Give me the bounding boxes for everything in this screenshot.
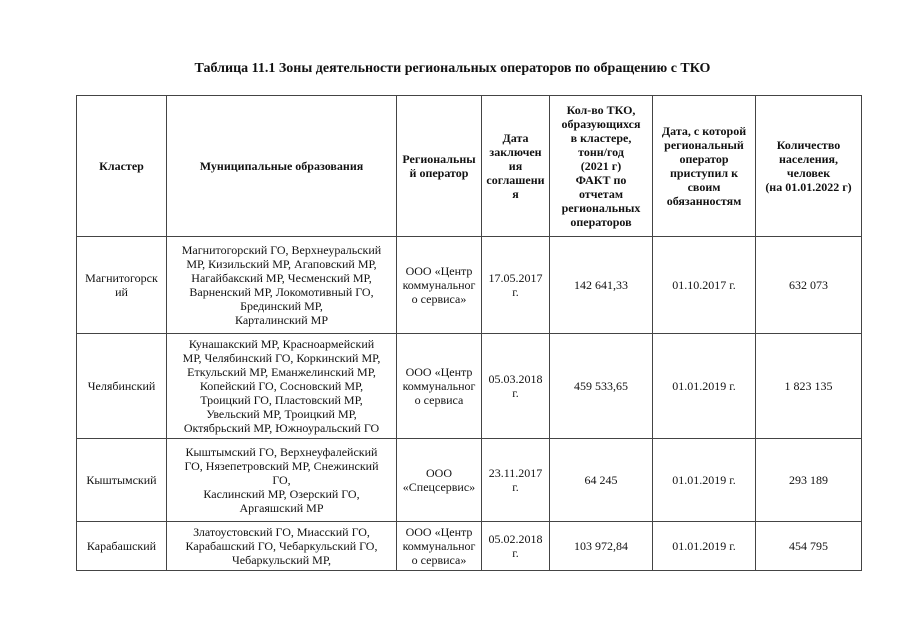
cell-municipalities: Магнитогорский ГО, Верхнеуральский МР, Кизильский МР, Агаповский МР, Нагайбакский МР, Чесменский МР, Варненский МР, Локомотивный ГО, Брединский МР, Карталинский МР — [167, 237, 397, 334]
header-cluster: Кластер — [77, 96, 167, 237]
cell-population: 293 189 — [756, 439, 862, 522]
cell-cluster: Магнитогорск ий — [77, 237, 167, 334]
cell-start-date: 01.01.2019 г. — [653, 334, 756, 439]
cell-waste-volume: 64 245 — [550, 439, 653, 522]
cell-agreement-date: 23.11.2017 г. — [482, 439, 550, 522]
header-waste-volume: Кол-во ТКО, образующихся в кластере, тонн/год (2021 г) ФАКТ по отчетам региональных операторов — [550, 96, 653, 237]
cell-population: 454 795 — [756, 522, 862, 571]
header-start-date: Дата, с которой региональный оператор приступил к своим обязанностям — [653, 96, 756, 237]
cell-municipalities: Златоустовский ГО, Миасский ГО, Карабашский ГО, Чебаркульский ГО, Чебаркульский МР, — [167, 522, 397, 571]
table-row — [77, 237, 862, 334]
cell-operator: ООО «Спецсервис» — [397, 439, 482, 522]
cell-start-date: 01.10.2017 г. — [653, 237, 756, 334]
table-row — [77, 439, 862, 522]
cell-agreement-date: 05.03.2018 г. — [482, 334, 550, 439]
cell-municipalities: Кунашакский МР, Красноармейский МР, Челябинский ГО, Коркинский МР, Еткульский МР, Еманжелинский МР, Копейский ГО, Сосновский МР, Троицкий ГО, Пластовский МР, Увельский МР, Троицкий МР, Октябрьский МР, Южноуральский ГО — [167, 334, 397, 439]
cell-agreement-date: 17.05.2017 г. — [482, 237, 550, 334]
cell-population: 632 073 — [756, 237, 862, 334]
header-agreement-date: Дата заключен ия соглашени я — [482, 96, 550, 237]
cell-waste-volume: 142 641,33 — [550, 237, 653, 334]
cell-population: 1 823 135 — [756, 334, 862, 439]
cell-agreement-date: 05.02.2018 г. — [482, 522, 550, 571]
cell-operator: ООО «Центр коммунальног о сервиса» — [397, 522, 482, 571]
cell-operator: ООО «Центр коммунальног о сервиса» — [397, 237, 482, 334]
header-row — [77, 96, 862, 237]
header-population: Количество населения, человек (на 01.01.2022 г) — [756, 96, 862, 237]
cell-waste-volume: 459 533,65 — [550, 334, 653, 439]
table-row — [77, 522, 862, 571]
cell-cluster: Челябинский — [77, 334, 167, 439]
cell-start-date: 01.01.2019 г. — [653, 439, 756, 522]
cell-municipalities: Кыштымский ГО, Верхнеуфалейский ГО, Нязепетровский МР, Снежинский ГО, Каслинский МР, Озерский ГО, Аргаяшский МР — [167, 439, 397, 522]
cell-start-date: 01.01.2019 г. — [653, 522, 756, 571]
cell-cluster: Карабашский — [77, 522, 167, 571]
cell-operator: ООО «Центр коммунальног о сервиса — [397, 334, 482, 439]
cell-waste-volume: 103 972,84 — [550, 522, 653, 571]
header-municipalities: Муниципальные образования — [167, 96, 397, 237]
cell-cluster: Кыштымский — [77, 439, 167, 522]
operator-zones-table — [76, 95, 862, 571]
table-row — [77, 334, 862, 439]
header-operator: Региональны й оператор — [397, 96, 482, 237]
table-title: Таблица 11.1 Зоны деятельности региональных операторов по обращению с ТКО — [194, 61, 711, 76]
